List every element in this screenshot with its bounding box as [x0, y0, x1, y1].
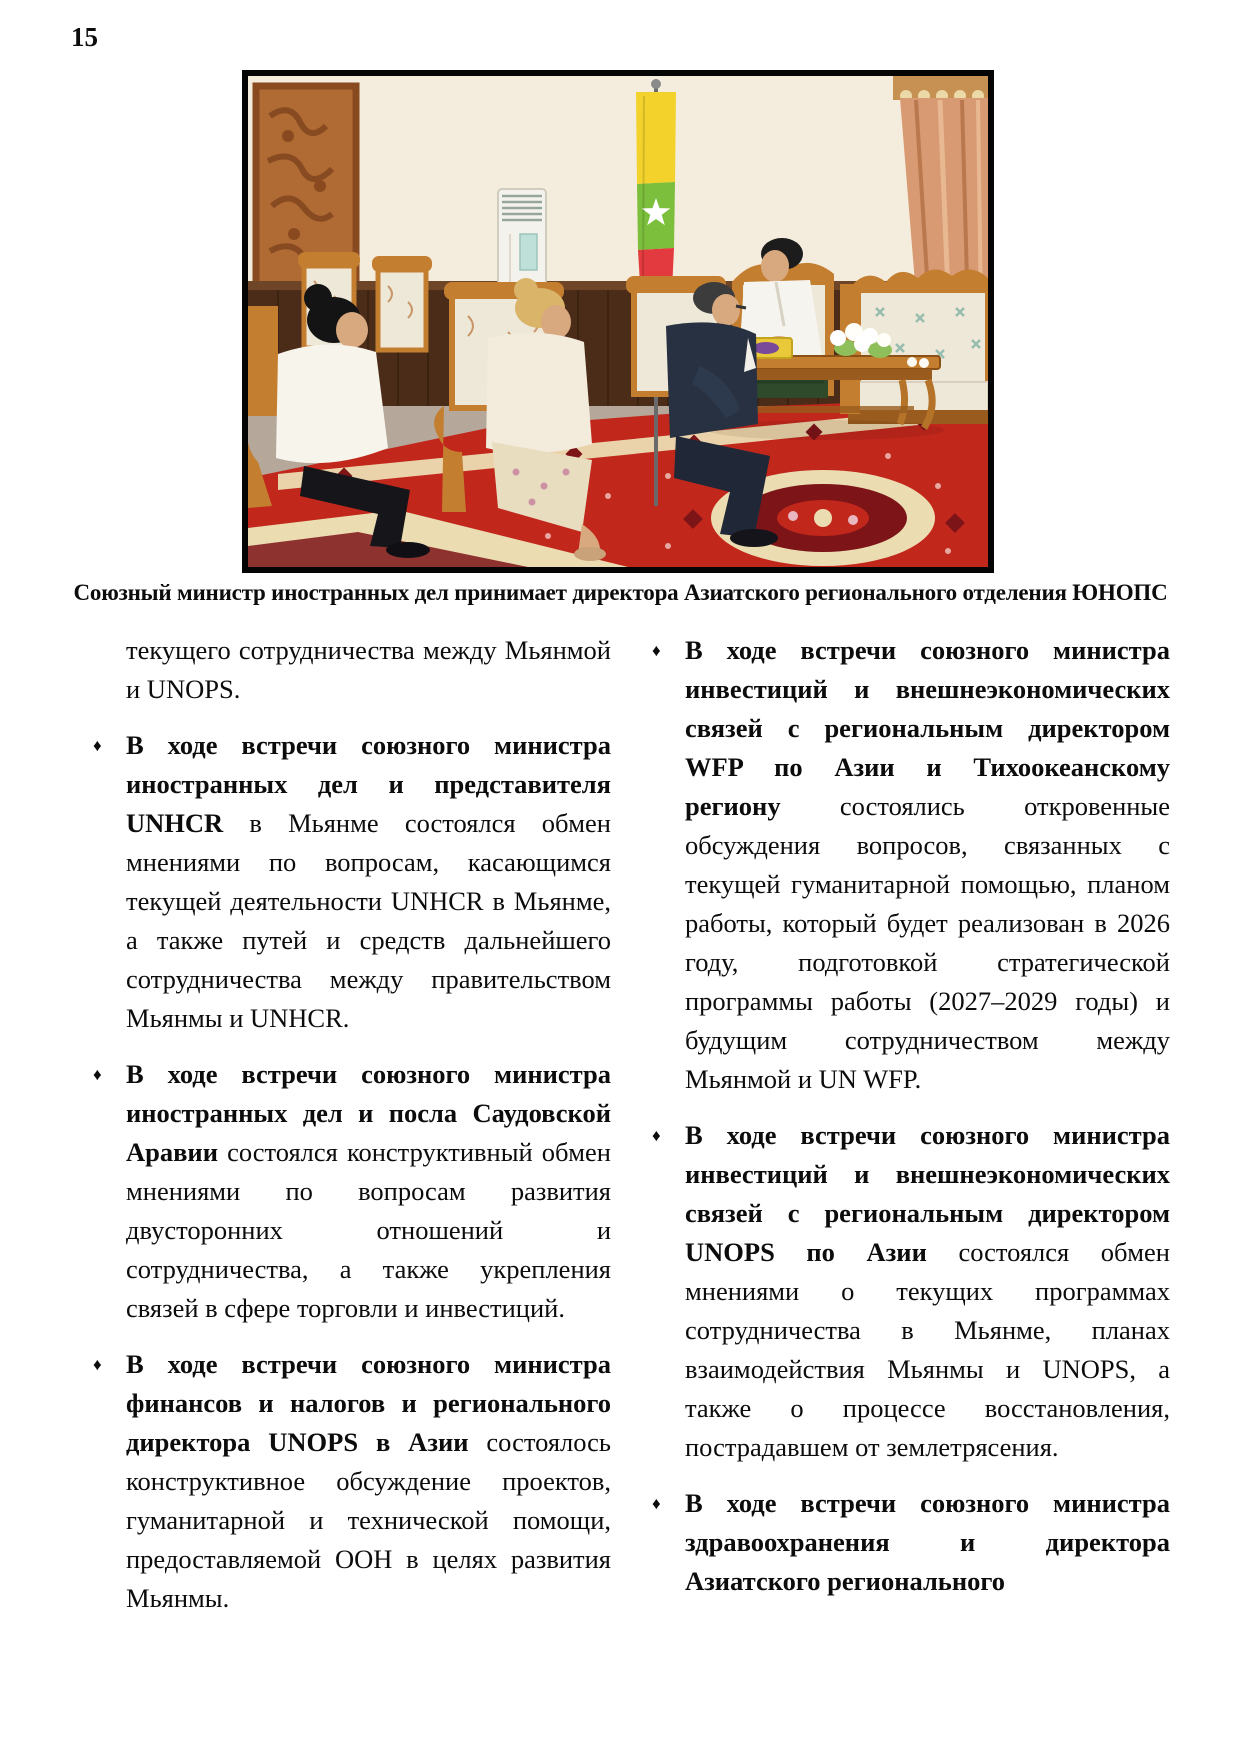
bullet-diamond-icon: ♦ [652, 1494, 661, 1513]
item-lead-bold: В ходе встречи союзного министра иностранных дел и посла Саудовской Аравии [126, 1059, 611, 1167]
news-bullet-item [649, 631, 1170, 1099]
meeting-photo [242, 70, 994, 573]
news-bullet-item [90, 726, 611, 1038]
bullet-diamond-icon: ♦ [93, 1065, 102, 1084]
news-bullet-item [649, 1484, 1170, 1601]
bullet-diamond-icon: ♦ [652, 641, 661, 660]
page-number: 15 [71, 22, 98, 52]
right-column [649, 631, 1170, 1635]
item-lead-bold: В ходе встречи союзного министра инвестиций и внешнеэкономических связей с региональным директором UNOPS по Азии [685, 1120, 1170, 1267]
content-columns [90, 631, 1170, 1635]
item-text: состоялись откровенные обсуждения вопросов, связанных с текущей гуманитарной помощью, планом работы, который будет реализован в 2026 году, подготовкой стратегической программы работы (2027–2029 годы) и будущим сотрудничеством между Мьянмой и UN WFP. [685, 791, 1170, 1094]
item-text: состоялся обмен мнениями о текущих программах сотрудничества в Мьянме, планах взаимодействия Мьянмы и UNOPS, а также о процессе восстановления, пострадавшем от землетрясения. [685, 1237, 1170, 1462]
item-lead-bold: В ходе встречи союзного министра финансов и налогов и регионального директора UNOPS в Азии [126, 1349, 611, 1457]
paragraph-text: текущего сотрудничества между Мьянмой и UNOPS. [126, 635, 611, 704]
news-bullet-item [649, 1116, 1170, 1467]
continuation-paragraph [90, 631, 611, 709]
item-lead-bold: В ходе встречи союзного министра инвестиций и внешнеэкономических связей с региональным директором WFP по Азии и Тихоокеанскому региону [685, 635, 1170, 821]
bullet-diamond-icon: ♦ [93, 1355, 102, 1374]
bullet-diamond-icon: ♦ [652, 1126, 661, 1145]
item-lead-bold: В ходе встречи союзного министра здравоохранения и директора Азиатского регионального [685, 1488, 1170, 1596]
item-text: состоялось конструктивное обсуждение проектов, гуманитарной и технической помощи, предоставляемой ООН в целях развития Мьянмы. [126, 1427, 611, 1613]
meeting-photo-scene [248, 76, 988, 567]
item-text: в Мьянме состоялся обмен мнениями по вопросам, касающимся текущей деятельности UNHCR в Мьянме, а также путей и средств дальнейшего сотрудничества между правительством Мьянмы и UNHCR. [126, 808, 611, 1033]
left-column [90, 631, 611, 1635]
photo-caption: Союзный министр иностранных дел принимает директора Азиатского регионального отделения ЮНОПС [73, 580, 1168, 605]
item-lead-bold: В ходе встречи союзного министра иностранных дел и представителя UNHCR [126, 730, 611, 838]
item-text: состоялся конструктивный обмен мнениями по вопросам развития двусторонних отношений и сотрудничества, а также укрепления связей в сфере торговли и инвестиций. [126, 1137, 611, 1323]
bullet-diamond-icon: ♦ [93, 736, 102, 755]
news-bullet-item [90, 1055, 611, 1328]
news-bullet-item [90, 1345, 611, 1618]
